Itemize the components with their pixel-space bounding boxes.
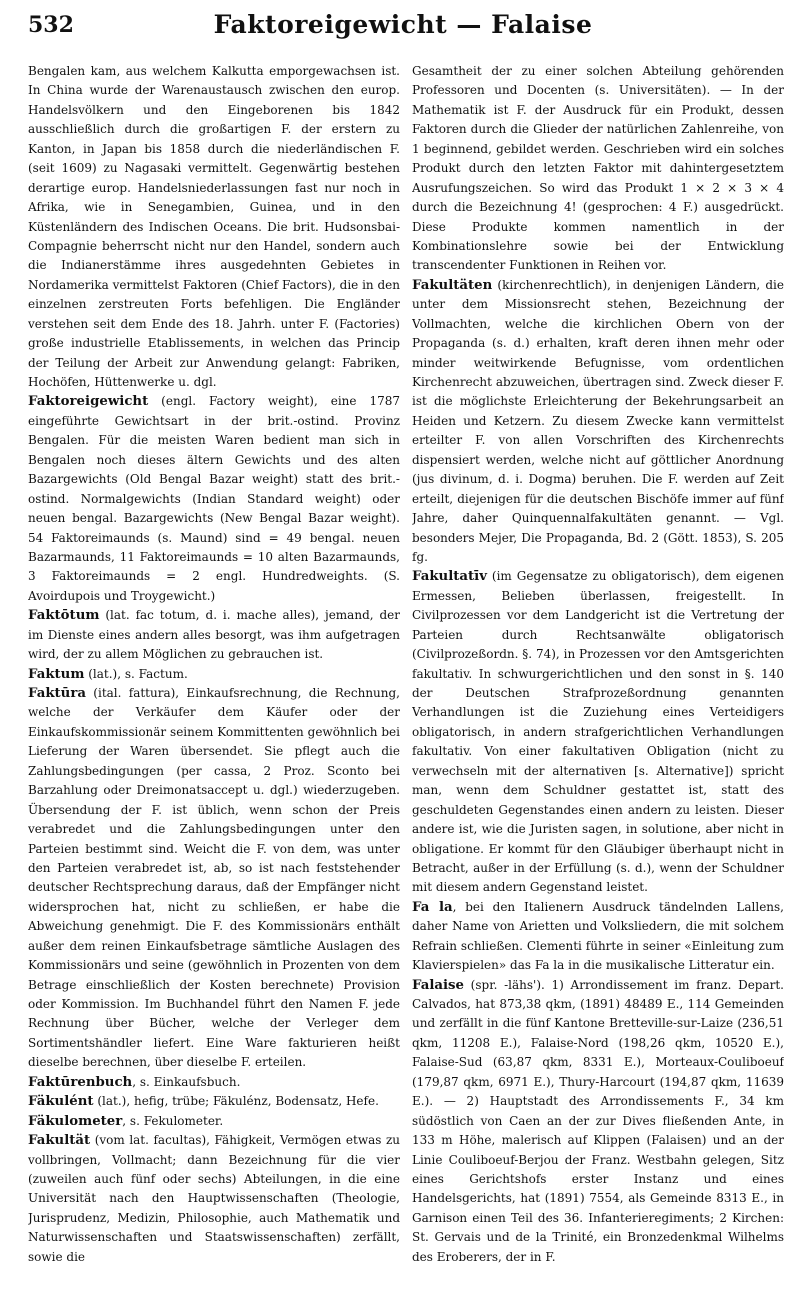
dictionary-entry	[28, 606, 400, 664]
entry-headword: Fäkulént	[28, 1094, 94, 1110]
entry-text: (lat.), s. Factum.	[84, 666, 188, 681]
dictionary-entry	[28, 1092, 400, 1111]
continuation-text: Bengalen kam, aus welchem Kalkutta emporgewachsen ist. In China wurde der Warenaustausch zwischen den europ. Handelsvölkern und den Eingeborenen bis 1842 ausschließlich durch die großartigen F. der erstern zu Kanton, in Japan bis 1858 durch die niederländischen F. (seit 1609) zu Nagasaki vermittelt. Gegenwärtig bestehen derartige europ. Handelsniederlassungen fast nur noch in Afrika, wie in Senegambien, Guinea, und in den Küstenländern des Indischen Oceans. Die brit. Hudsonsbai-Compagnie beherrscht nicht nur den Handel, sondern auch die Indianerstämme ihres ausgedehnten Gebietes in Nordamerika vermittelst Faktoren (Chief Factors), die in den einzelnen zerstreuten Forts befehligen. Die Engländer verstehen seit dem Ende des 18. Jahrh. unter F. (Factories) große industrielle Etablissements, in welchen das Princip der Teilung der Arbeit zur Anwendung gelangt: Fabriken, Hochöfen, Hüttenwerke u. dgl.	[28, 64, 400, 389]
entry-headword: Fa la	[412, 899, 453, 915]
entry-text: (ital. fattura), Einkaufsrechnung, die Rechnung, welche der Verkäufer dem Käufer oder der Einkaufskommissionär seinem Kommittenten gewöhnlich bei Lieferung der Waren übersendet. Sie pflegt auch die Zahlungsbedingungen (per cassa, 2 Proz. Sconto bei Barzahlung oder Dreimonatsaccept u. dgl.) wiederzugeben. Übersendung der F. ist üblich, wenn schon der Preis verabredet und die Zahlungsbedingungen unter den Parteien bestimmt sind. Weicht die F. von dem, was unter den Parteien verabredet ist, ab, so ist nach feststehender deutscher Rechtsprechung daraus, daß der Empfänger nicht widersprochen hat, nicht zu schließen, er habe die Abweichung genehmigt. Die F. des Kommissionärs enthält außer dem reinen Einkaufsbetrage sämtliche Auslagen des Kommissionärs und seine (gewöhnlich in Prozenten von dem Betrage einschließlich der Kosten berechnete) Provision oder Kommission. Im Buchhandel führt den Namen F. jede Rechnung über Bücher, welche der Verleger dem Sortimentshändler liefert. Eine Ware fakturieren heißt dieselbe berechnen, über dieselbe F. erteilen.	[28, 686, 400, 1070]
entry-text: , s. Einkaufsbuch.	[132, 1074, 241, 1089]
dictionary-entry	[412, 976, 784, 1268]
entry-text: (vom lat. facultas), Fähigkeit, Vermögen etwas zu vollbringen, Vollmacht; dann Bezeichnung für die vier (zuweilen auch fünf oder sechs) Abteilungen, in die eine Universität nach den Hauptwissenschaften (Theologie, Jurisprudenz, Medizin, Philosophie, auch Mathematik und Naturwissenschaften und Staatswissenschaften) zerfällt, sowie die	[28, 1133, 400, 1264]
continuation-text: Gesamtheit der zu einer solchen Abteilung gehörenden Professoren und Docenten (s. Universitäten). — In der Mathematik ist F. der Ausdruck für ein Produkt, dessen Faktoren durch die Glieder der natürlichen Zahlenreihe, von 1 beginnend, gebildet werden. Geschrieben wird ein solches Produkt durch den letzten Faktor mit dahintergesetztem Ausrufungszeichen. So wird das Produkt 1 × 2 × 3 × 4 durch die Bezeichnung 4! (gesprochen: 4 F.) ausgedrückt. Diese Produkte kommen namentlich in der Kombinationslehre sowie bei der Entwicklung transcendenter Funktionen in Reihen vor.	[412, 64, 784, 273]
entry-headword: Faktum	[28, 666, 85, 682]
entry-headword: Faktūra	[28, 686, 86, 701]
dictionary-entry	[28, 665, 400, 684]
entry-text: (lat. fac totum, d. i. mache alles), jemand, der im Dienste eines andern alles besorgt, was ihm aufgetragen wird, der zu allem Möglichen zu gebrauchen ist.	[28, 608, 400, 662]
entry-text: , s. Fekulometer.	[122, 1113, 224, 1128]
page-header	[28, 10, 778, 46]
entry-text: (spr. -lähs'). 1) Arrondissement im franz. Depart. Calvados, hat 873,38 qkm, (1891) 48489 E., 114 Gemeinden und zerfällt in die fünf Kantone Bretteville-sur-Laize (236,51 qkm, 11208 E.), Falaise-Nord (198,26 qkm, 10520 E.), Falaise-Sud (63,87 qkm, 8331 E.), Morteaux-Couliboeuf (179,87 qkm, 6971 E.), Thury-Harcourt (194,87 qkm, 11639 E.). — 2) Hauptstadt des Arrondissements F., 34 km südöstlich von Caen an der zur Dives fließenden Ante, in 133 m Höhe, malerisch auf Klippen (Falaisen) und an der Linie Couliboeuf-Berjou der Franz. Westbahn gelegen, Sitz eines Gerichtshofs erster Instanz und eines Handelsgerichts, hat (1891) 7554, als Gemeinde 8313 E., in Garnison einen Teil des 36. Infanterieregiments; 2 Kirchen: St. Gervais und de la Trinité, ein Bronzedenkmal Wilhelms des Eroberers, der in F.	[412, 977, 784, 1264]
page-number: 532	[28, 12, 74, 38]
dictionary-entry	[28, 684, 400, 1073]
entry-headword: Faktoreigewicht	[28, 394, 149, 410]
entry-headword: Falaise	[412, 977, 464, 993]
dictionary-entry	[28, 1073, 400, 1092]
dictionary-entry	[412, 276, 784, 568]
entry-text: (lat.), hefig, trübe; Fäkulénz, Bodensatz, Hefe.	[93, 1094, 379, 1109]
entry-headword: Faktūrenbuch	[28, 1074, 133, 1090]
entry-headword: Faktōtum	[28, 608, 100, 624]
entry-list	[28, 392, 400, 1267]
dictionary-entry	[412, 898, 784, 976]
entry-headword: Fakultäten	[412, 277, 493, 293]
entry-text: (im Gegensatze zu obligatorisch), dem eigenen Ermessen, Belieben überlassen, freigestellt. In Civilprozessen vor dem Landgericht ist die Vertretung der Parteien durch Rechtsanwälte obligatorisch (Civilprozeßordn. §. 74), in Prozessen vor den Amtsgerichten fakultativ. In schwurgerichtlichen und den sonst in §. 140 der Deutschen Strafprozeßordnung genannten Verhandlungen ist die Zuziehung eines Verteidigers obligatorisch, in andern strafgerichtlichen Verhandlungen fakultativ. Von einer fakultativen Obligation (nicht zu verwechseln mit der alternativen [s. Alternative]) spricht man, wenn dem Schuldner gestattet ist, statt des geschuldeten Gegenstandes einen andern zu leisten. Dieser andere ist, wie die Juristen sagen, in solutione, aber nicht in obligatione. Er kommt für den Gläubiger überhaupt nicht in Betracht, außer in der Erfüllung (s. d.), wenn der Schuldner mit diesem andern Gegenstand leistet.	[412, 569, 784, 895]
entry-text: (kirchenrechtlich), in denjenigen Ländern, die unter dem Missionsrecht stehen, Bezeichnung der Vollmachten, welche die kirchlichen Obern von der Propaganda (s. d.) erhalten, kraft deren ihnen mehr oder minder weitwirkende Befugnisse, vom ordentlichen Kirchenrecht abzuweichen, übertragen sind. Zweck dieser F. ist die möglichste Erleichterung der Bekehrungsarbeit an Heiden und Ketzern. Zu diesem Zwecke kann vermittelst erteilter F. von allen Vorschriften des Kirchenrechts dispensiert werden, welche nicht auf göttlicher Anordnung (jus divinum, d. i. Dogma) beruhen. Die F. werden auf Zeit erteilt, diejenigen für die deutschen Bischöfe immer auf fünf Jahre, daher Quinquennalfakultäten genannt. — Vgl. besonders Mejer, Die Propaganda, Bd. 2 (Gött. 1853), S. 205 fg.	[412, 277, 784, 564]
dictionary-entry	[28, 1131, 400, 1267]
entry-headword: Fäkulometer	[28, 1113, 123, 1129]
right-column	[412, 62, 784, 1295]
running-title: Faktoreigewicht — Falaise	[213, 10, 593, 39]
left-column	[28, 62, 400, 1295]
entry-text: (engl. Factory weight), eine 1787 eingeführte Gewichtsart in der brit.-ostind. Provinz Bengalen. Für die meisten Waren bedient man sich in Bengalen noch dieses ältern Gewichts und des alten Bazargewichts (Old Bengal Bazar weight) statt des brit.-ostind. Normalgewichts (Indian Standard weight) oder neuen bengal. Bazargewichts (New Bengal Bazar weight). 54 Faktoreimaunds (s. Maund) sind = 49 bengal. neuen Bazarmaunds, 11 Faktoreimaunds = 10 alten Bazarmaunds, 3 Faktoreimaunds = 2 engl. Hundredweights. (S. Avoirdupois und Troygewicht.)	[28, 394, 400, 603]
entry-text: , bei den Italienern Ausdruck tändelnden Lallens, daher Name von Arietten und Volksliedern, die mit solchem Refrain schließen. Clementi führte in seiner «Einleitung zum Klavierspielen» das Fa la in die musikalische Litteratur ein.	[412, 899, 784, 973]
entry-headword: Fakultatīv	[412, 569, 487, 585]
dictionary-entry	[412, 567, 784, 897]
entry-headword: Fakultät	[28, 1133, 91, 1149]
dictionary-entry	[28, 1112, 400, 1131]
dictionary-entry	[28, 392, 400, 606]
entry-list	[412, 276, 784, 1267]
